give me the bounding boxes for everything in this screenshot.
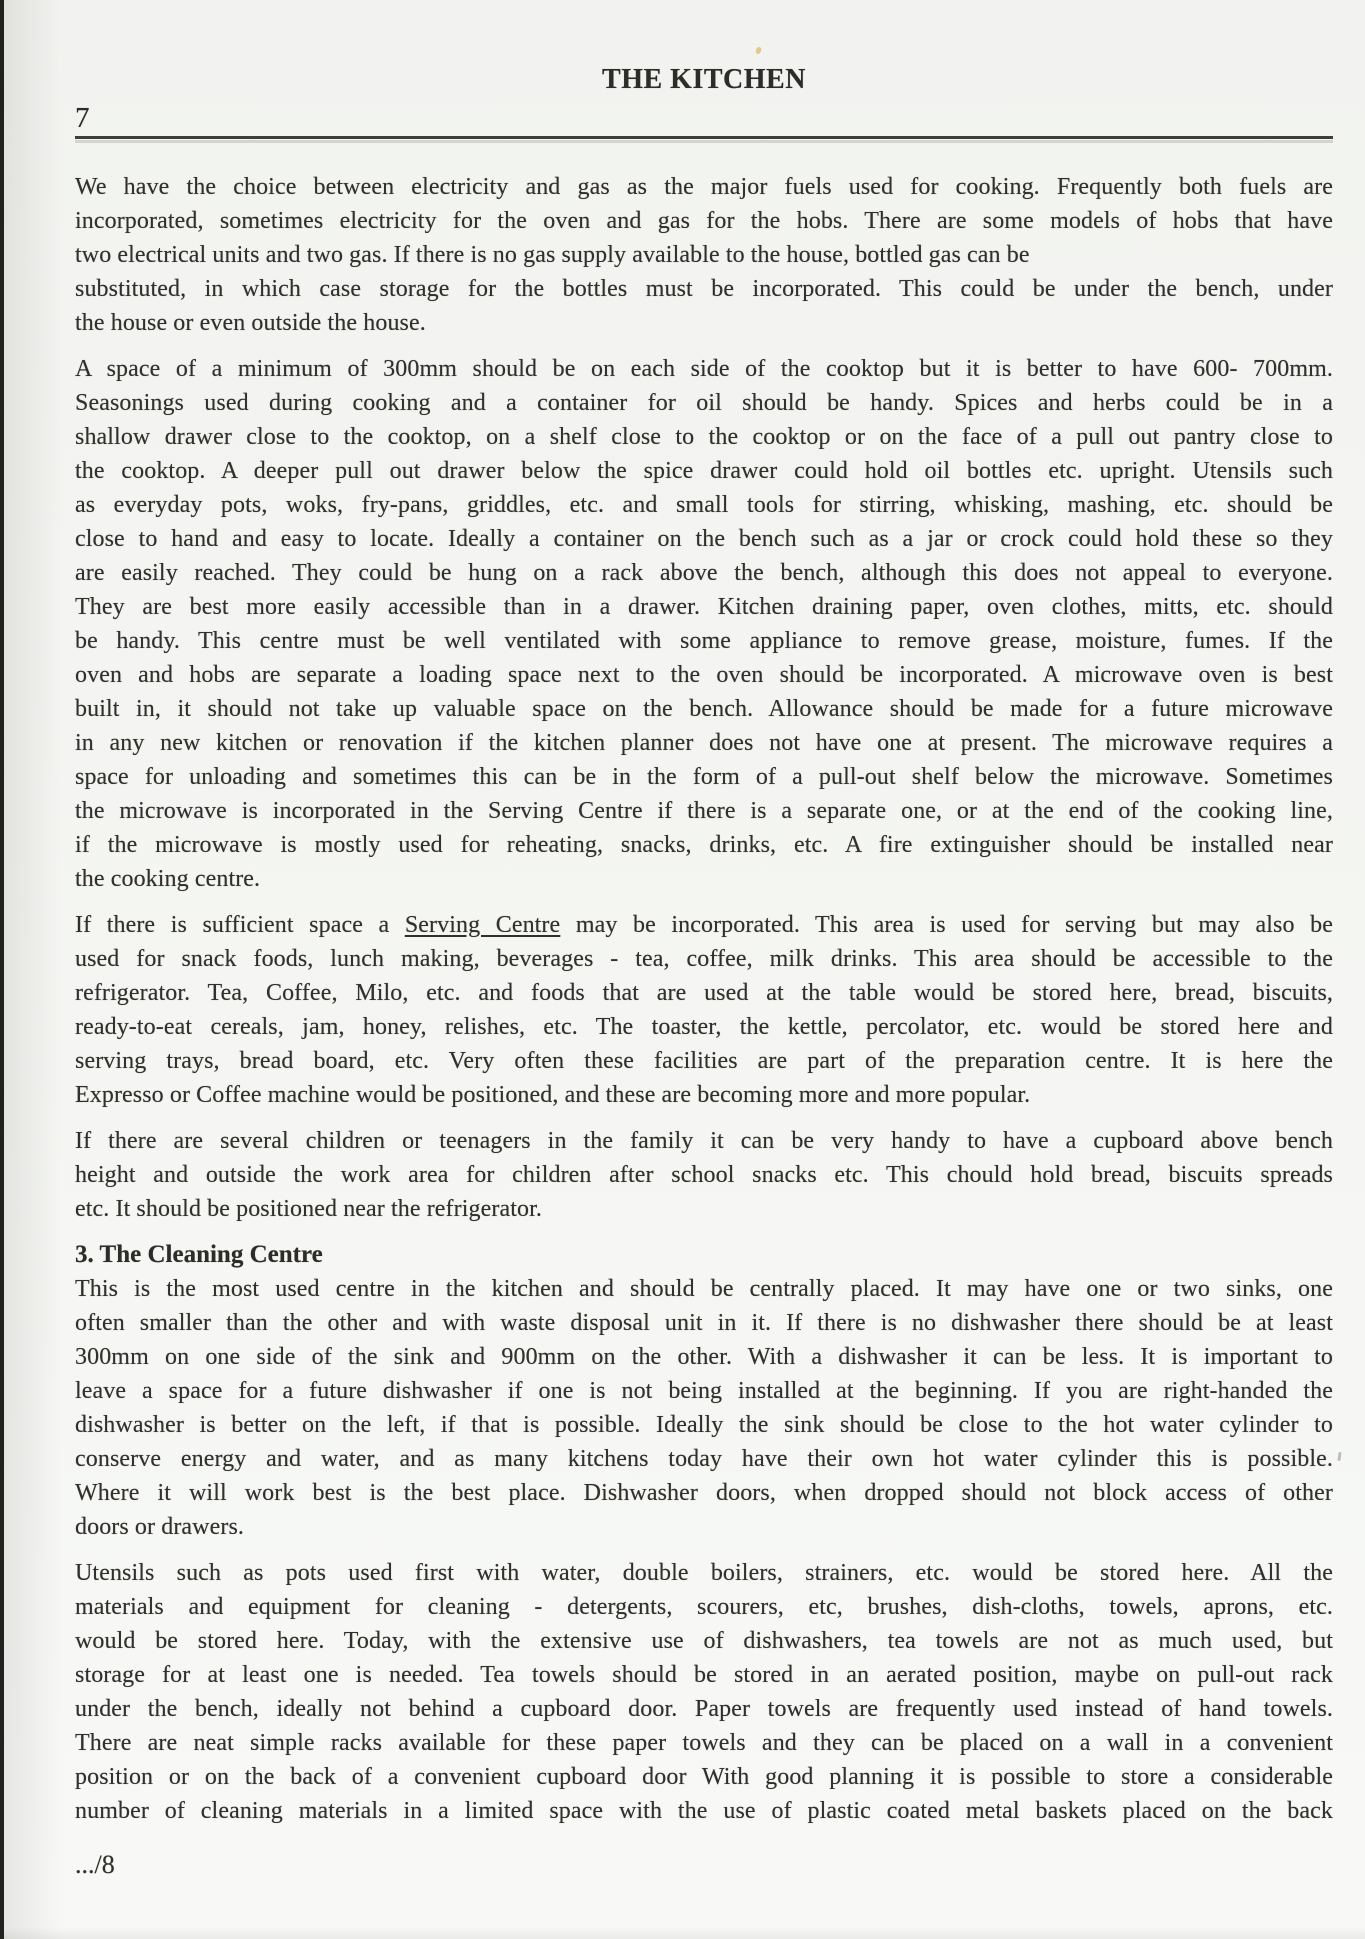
text-line: shallow drawer close to the cooktop, on a shelf close to the cooktop or on the face of a pull out pantry close to [75,424,1333,450]
text-line: often smaller than the other and with waste disposal unit in it. If there is no dishwasher there should be at least [75,1310,1333,1336]
text-line: substituted, in which case storage for the bottles must be incorporated. This could be under the bench, under [75,276,1333,302]
text-line: under the bench, ideally not behind a cupboard door. Paper towels are frequently used instead of hand towels. [75,1696,1333,1722]
text-line: oven and hobs are separate a loading space next to the oven should be incorporated. A microwave oven is best [75,662,1333,688]
paragraph-cleaning-storage [75,1556,1333,1828]
text-line: Where it will work best is the best place. Dishwasher doors, when dropped should not block access of other [75,1480,1333,1506]
text-line: built in, it should not take up valuable space on the bench. Allowance should be made for a future microwave [75,696,1333,722]
text-line: number of cleaning materials in a limited space with the use of plastic coated metal baskets placed on the back [75,1798,1333,1824]
text-line: used for snack foods, lunch making, beverages - tea, coffee, milk drinks. This area should be accessible to the [75,946,1333,972]
text-line: ready-to-eat cereals, jam, honey, relishes, etc. The toaster, the kettle, percolator, etc. would be stored here and [75,1014,1333,1040]
text-line: materials and equipment for cleaning - detergents, scourers, etc, brushes, dish-cloths, towels, aprons, etc. [75,1594,1333,1620]
scan-bottom-shade [0,1927,1365,1939]
text-line: serving trays, bread board, etc. Very often these facilities are part of the preparation centre. It is here the [75,1048,1333,1074]
text-line: etc. It should be positioned near the refrigerator. [75,1196,542,1222]
text-line: This is the most used centre in the kitchen and should be centrally placed. It may have one or two sinks, one [75,1276,1333,1302]
text-line: A space of a minimum of 300mm should be on each side of the cooktop but it is better to have 600- 700mm. [75,356,1333,382]
text-line: storage for at least one is needed. Tea towels should be stored in an aerated position, maybe on pull-out rack [75,1662,1333,1688]
text-line: Expresso or Coffee machine would be positioned, and these are becoming more and more popular. [75,1082,1031,1108]
text-line: the house or even outside the house. [75,310,426,336]
text-line: if the microwave is mostly used for reheating, snacks, drinks, etc. A fire extinguisher should be installed near [75,832,1333,858]
scan-left-shadow [4,0,62,1939]
document-title: THE KITCHEN [602,64,806,95]
text-line: the microwave is incorporated in the Serving Centre if there is a separate one, or at the end of the cooking line, [75,798,1333,824]
text-line: be handy. This centre must be well ventilated with some appliance to remove grease, moisture, fumes. If the [75,628,1333,654]
text-line: refrigerator. Tea, Coffee, Milo, etc. and foods that are used at the table would be stored here, bread, biscuits, [75,980,1333,1006]
paragraph-serving-centre [75,908,1333,1112]
paragraph-cooking-centre [75,352,1333,896]
text-line: 300mm on one side of the sink and 900mm on the other. With a dishwasher it can be less. It is important to [75,1344,1333,1370]
text-segment: If there is sufficient space a [75,912,405,938]
text-line: incorporated, sometimes electricity for the oven and gas for the hobs. There are some models of hobs that have [75,208,1333,234]
text-line: Utensils such as pots used first with water, double boilers, strainers, etc. would be stored here. All the [75,1560,1333,1586]
paragraph-children-cupboard [75,1124,1333,1226]
page-number: 7 [75,102,90,134]
text-line: two electrical units and two gas. If there is no gas supply available to the house, bottled gas can be [75,242,1030,268]
text-line: are easily reached. They could be hung on a rack above the bench, although this does not appeal to everyone. [75,560,1333,586]
text-line: space for unloading and sometimes this can be in the form of a pull-out shelf below the microwave. Sometimes [75,764,1333,790]
text-line: position or on the back of a convenient cupboard door With good planning it is possible to store a considerable [75,1764,1333,1790]
page-body [75,170,1333,1880]
header-rule [75,136,1333,139]
text-line: Seasonings used during cooking and a container for oil should be handy. Spices and herbs could be in a [75,390,1333,416]
scan-dust-speck [1337,1452,1341,1461]
section-heading-cleaning-centre: 3. The Cleaning Centre [75,1241,323,1268]
text-line: conserve energy and water, and as many kitchens today have their own hot water cylinder this is possible. [75,1446,1333,1472]
paragraph-fuels [75,170,1333,340]
text-line: would be stored here. Today, with the extensive use of dishwashers, tea towels are not as much used, but [75,1628,1333,1654]
text-line: We have the choice between electricity and gas as the major fuels used for cooking. Frequently both fuels are [75,174,1333,200]
text-line: the cooking centre. [75,866,261,892]
page-continuation-marker: .../8 [75,1850,115,1879]
text-line: the cooktop. A deeper pull out drawer below the spice drawer could hold oil bottles etc. upright. Utensils such [75,458,1333,484]
text-line: dishwasher is better on the left, if that is possible. Ideally the sink should be close to the hot water cylinder to [75,1412,1333,1438]
text-line: doors or drawers. [75,1514,244,1540]
text-line: in any new kitchen or renovation if the kitchen planner does not have one at present. The microwave requires a [75,730,1333,756]
paragraph-cleaning-centre [75,1272,1333,1544]
text-line: There are neat simple racks available for these paper towels and they can be placed on a wall in a convenient [75,1730,1333,1756]
text-line: height and outside the work area for children after school snacks etc. This chould hold bread, biscuits spreads [75,1162,1333,1188]
text-line: close to hand and easy to locate. Ideally a container on the bench such as a jar or crock could hold these so they [75,526,1333,552]
text-segment: may be incorporated. This area is used for serving but may also be [560,912,1333,938]
underlined-term: Serving Centre [404,912,561,938]
text-line: They are best more easily accessible than in a drawer. Kitchen draining paper, oven clothes, mitts, etc. should [75,594,1333,620]
text-line: leave a space for a future dishwasher if one is not being installed at the beginning. If you are right-handed the [75,1378,1333,1404]
text-line [75,908,1333,942]
text-line: as everyday pots, woks, fry-pans, griddles, etc. and small tools for stirring, whisking, mashing, etc. should be [75,492,1333,518]
text-line: If there are several children or teenagers in the family it can be very handy to have a cupboard above bench [75,1128,1333,1154]
scan-dust-speck [755,46,762,54]
